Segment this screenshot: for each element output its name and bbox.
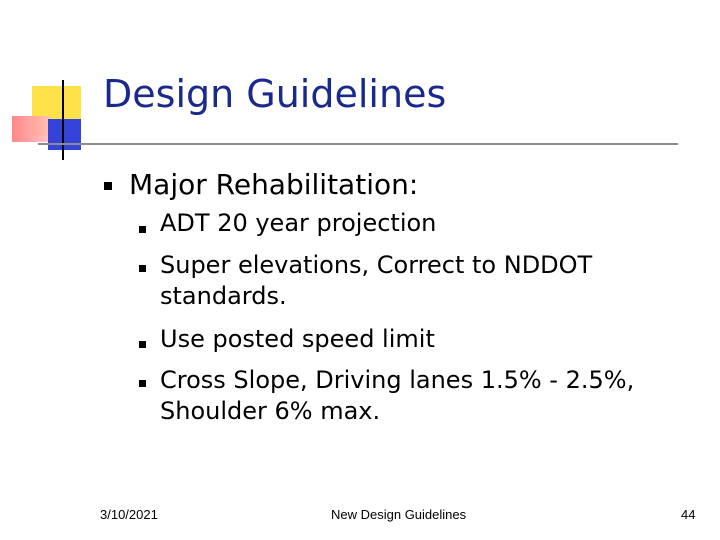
bullet-marker [104,182,112,190]
sub-bullet-speed-limit: Use posted speed limit [160,325,435,353]
pink-square [12,116,50,142]
sub-bullet-super-elevations-cont: standards. [160,282,287,310]
sub-bullet-marker [139,380,146,387]
bullet-major-rehabilitation: Major Rehabilitation: [129,168,419,201]
sub-bullet-super-elevations: Super elevations, Correct to NDDOT [160,251,593,279]
title-underline [38,143,678,145]
slide-title: Design Guidelines [103,72,447,116]
sub-bullet-cross-slope-cont: Shoulder 6% max. [160,397,381,425]
sub-bullet-adt: ADT 20 year projection [160,209,437,237]
footer-date: 3/10/2021 [100,507,158,522]
sub-bullet-marker [139,226,146,233]
sub-bullet-cross-slope: Cross Slope, Driving lanes 1.5% - 2.5%, [160,366,635,394]
blue-square [48,119,81,150]
footer-page-number: 44 [681,507,696,522]
logo-vertical-line [62,80,64,160]
footer-title: New Design Guidelines [331,507,467,522]
sub-bullet-marker [139,265,146,272]
sub-bullet-marker [139,341,146,348]
